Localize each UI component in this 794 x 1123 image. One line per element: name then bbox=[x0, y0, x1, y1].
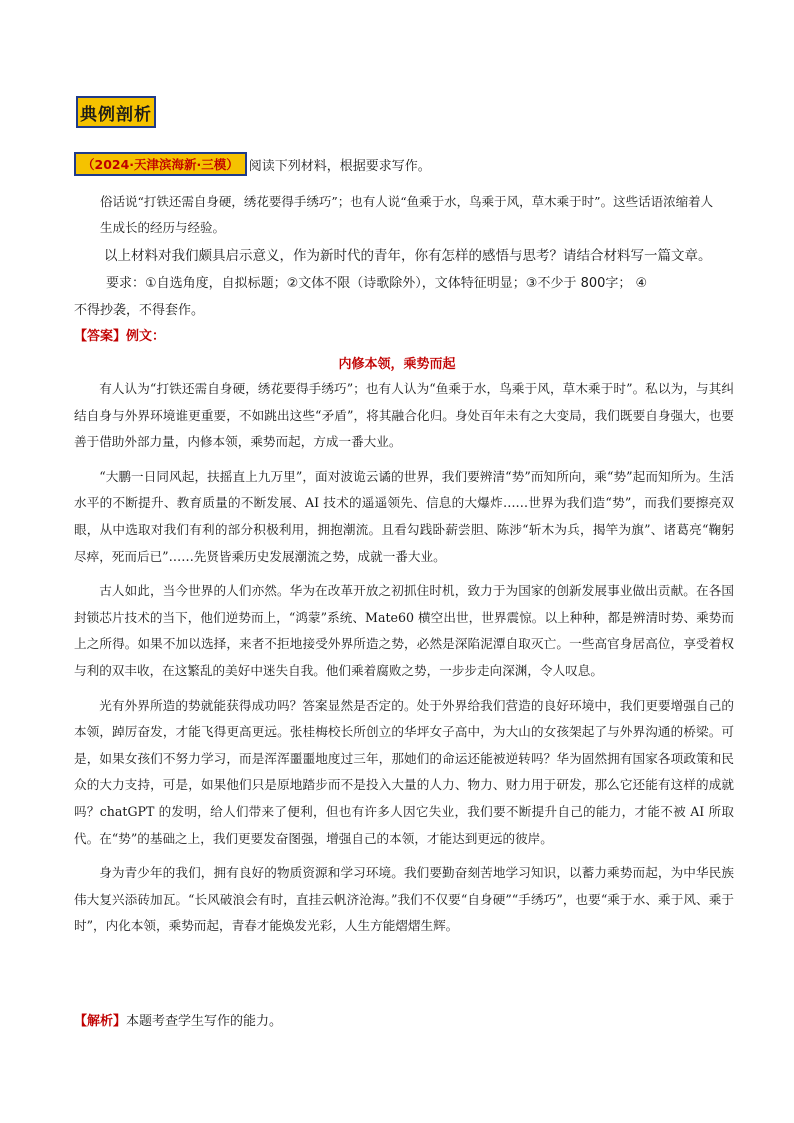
essay-paragraph: 光有外界所造的势就能获得成功吗？答案显然是否定的。处于外界给我们营造的良好环境中，我们更要增强自己的本领，踔厉奋发，才能飞得更高更远。张桂梅校长所创立的华坪女子高中，为大山的女孩架起了与外界沟通的桥梁。可是，如果女孩们不努力学习，而是浑浑噩噩地度过三年，那她们的命运还能被逆转吗？华为固然拥有国家各项政策和民众的大力支持，可是，如果他们只是原地踏步而不是投入大量的人力、物力、财力用于研发，那么它还能有这样的成就吗？chatGPT 的发明，给人们带来了便利，但也有许多人因它失业，我们要不断提升自己的能力，才能不被 AI 所取代。在“势”的基础之上，我们更要发奋图强，增强自己的本领，才能达到更远的彼岸。 bbox=[74, 697, 734, 846]
essay-paragraph: 身为青少年的我们，拥有良好的物质资源和学习环境。我们要勤奋刻苦地学习知识，以蓄力乘势而起，为中华民族伟大复兴添砖加瓦。“长风破浪会有时，直挂云帆济沧海。”我们不仅要“自身硬”“手绣巧”，也要“乘于水、乘于风、乘于时”，内化本领，乘势而起，青春才能焕发光彩，人生方能熠熠生辉。 bbox=[74, 865, 734, 934]
source-instruction: 阅读下列材料，根据要求写作。 bbox=[248, 158, 431, 174]
section-tag: 典例剖析 bbox=[76, 96, 156, 128]
requirements bbox=[74, 270, 724, 324]
requirements-line-2: 不得抄袭，不得套作。 bbox=[74, 303, 205, 318]
essay-paragraph: 古人如此，当今世界的人们亦然。华为在改革开放之初抓住时机，致力于为国家的创新发展事业做出贡献。在各国封锁芯片技术的当下，他们逆势而上，“鸿蒙”系统、Mate60 横空出世，世界震惊。以上种种，都是辨清时势、乘势而上之所得。如果不加以选择，来者不拒地接受外界所造之势，必然是深陷泥潭自取灭亡。一些高官身居高位，享受着权与利的双丰收，在这繁乱的美好中迷失自我。他们乘着腐败之势，一步步走向深渊，令人叹息。 bbox=[74, 583, 734, 678]
analysis bbox=[74, 1010, 282, 1029]
writing-prompt: 以上材料对我们颇具启示意义，作为新时代的青年，你有怎样的感悟与思考？请结合材料写一篇文章。 bbox=[104, 248, 712, 264]
source-tag: （2024·天津滨海新·三模） bbox=[74, 152, 247, 176]
answer-label: 【答案】例文： bbox=[74, 329, 166, 344]
essay-body bbox=[74, 376, 734, 948]
essay-paragraph: 有人认为“打铁还需自身硬，绣花要得手绣巧”；也有人认为“鱼乘于水，鸟乘于风，草木乘于时”。私以为，与其纠结自身与外界环境谁更重要，不如跳出这些“矛盾”，将其融合化归。身处百年未有之大变局，我们既要自身强大，也要善于借助外部力量，内修本领，乘势而起，方成一番大业。 bbox=[74, 381, 734, 450]
source-row bbox=[74, 151, 431, 177]
requirements-line-1: 要求：①自选角度，自拟标题；②文体不限（诗歌除外），文体特征明显；③不少于 800字； ④ bbox=[106, 276, 648, 291]
essay-title: 内修本领，乘势而起 bbox=[338, 357, 456, 372]
essay-paragraph: “大鹏一日同风起，扶摇直上九万里”，面对波诡云谲的世界，我们要辨清“势”而知所向，乘“势”起而知所为。生活水平的不断提升、教育质量的不断发展、AI 技术的遥遥领先、信息的大爆炸……世界为我们造“势”，而我们要擦亮双眼，从中选取对我们有利的部分积极利用，拥抱潮流。且看勾践卧薪尝胆、陈涉“斩木为兵，揭竿为旗”、诸葛亮“鞠躬尽瘁，死而后已”……先贤皆乘历史发展潮流之势，成就一番大业。 bbox=[74, 468, 734, 564]
analysis-text: 本题考查学生写作的能力。 bbox=[126, 1014, 283, 1029]
material-text: 俗话说“打铁还需自身硬，绣花要得手绣巧”；也有人说“鱼乘于水，鸟乘于风，草木乘于时”。这些话语浓缩着人生成长的经历与经验。 bbox=[100, 194, 714, 235]
analysis-label: 【解析】 bbox=[74, 1014, 127, 1029]
